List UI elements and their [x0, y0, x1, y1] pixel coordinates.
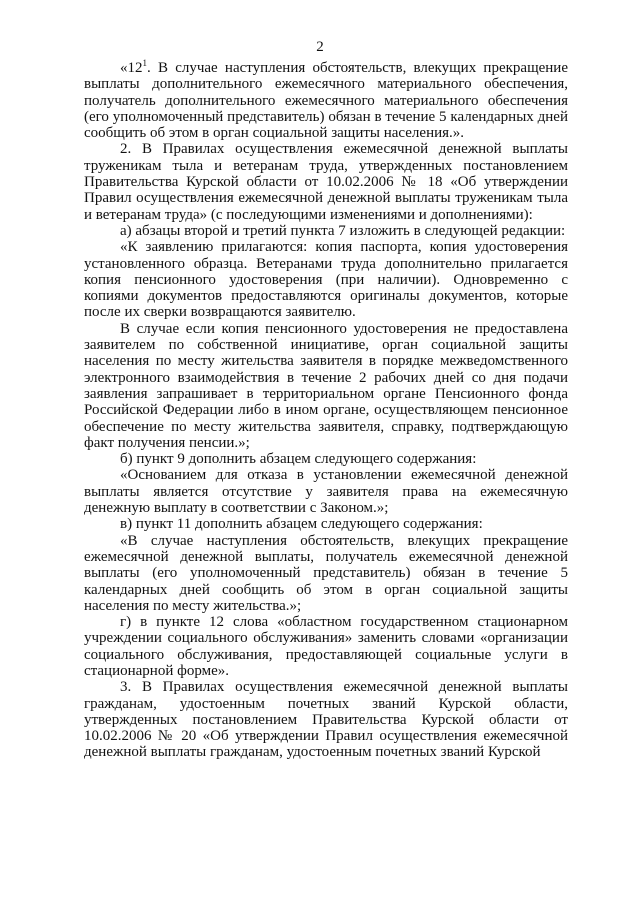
- paragraph-item-2a-quote-1: «К заявлению прилагаются: копия паспорта, копия удостоверения установленного образца. Ветеранами труда дополнительно прилагается копия пенсионного удостоверения (при наличии). Одновременно с копиями документов предоставляются оригиналы документов, которые после их сверки возвращаются заявителю.: [84, 239, 568, 321]
- paragraph-item-2g: г) в пункте 12 слова «областном государственном стационарном учреждении социального обслуживания» заменить словами «организации социального обслуживания, предоставляющей социальные услуги в стационарной форме».: [84, 614, 568, 679]
- superscript-index: 1: [142, 58, 147, 68]
- paragraph-item-2v-quote: «В случае наступления обстоятельств, влекущих прекращение ежемесячной денежной выплаты, получатель ежемесячной денежной выплаты (его уполномоченный представитель) обязан в течение 5 календарных дней сообщить об этом в орган социальной защиты населения по месту жительства.»;: [84, 532, 568, 614]
- paragraph-item-2v: в) пункт 11 дополнить абзацем следующего содержания:: [120, 516, 483, 533]
- paragraph-item-2: 2. В Правилах осуществления ежемесячной денежной выплаты труженикам тыла и ветеранам труда, утвержденных постановлением Правительства Курской области от 10.02.2006 № 18 «Об утверждении Правил осуществления ежемесячной денежной выплаты труженикам тыла и ветеранам труда» (с последующими изменениями и дополнениями):: [84, 141, 568, 223]
- paragraph-item-2a-quote-2: В случае если копия пенсионного удостоверения не предоставлена заявителем по собственной инициативе, орган социальной защиты населения по месту жительства заявителя в порядке межведомственного электронного взаимодействия в течение 2 рабочих дней со дня подачи заявления запрашивает в территориальном органе Пенсионного фонда Российской Федерации либо в ином органе, осуществляющем пенсионное обеспечение по месту жительства заявителя, справку, подтверждающую факт получения пенсии.»;: [84, 320, 568, 451]
- paragraph-item-2b: б) пункт 9 дополнить абзацем следующего содержания:: [120, 451, 477, 468]
- paragraph-12-1: «$12^1$. В случае наступления обстоятельств, влекущих прекращение выплаты дополнительного ежемесячного материального обеспечения, получатель дополнительного ежемесячного материального обеспечения (его уполномоченный представитель) обязан в течение 5 календарных дней сообщить об этом в орган социальной защиты населения.».: [84, 58, 568, 142]
- paragraph-item-2b-quote: «Основанием для отказа в установлении ежемесячной денежной выплаты является отсутствие у заявителя права на ежемесячную денежную выплату в соответствии с Законом.»;: [84, 467, 568, 517]
- paragraph-item-2a: а) абзацы второй и третий пункта 7 изложить в следующей редакции:: [120, 222, 566, 239]
- page-number: 2: [316, 39, 324, 55]
- document-body: [84, 60, 568, 761]
- paragraph-item-3: 3. В Правилах осуществления ежемесячной денежной выплаты гражданам, удостоенным почетных званий Курской области, утвержденных постановлением Правительства Курской области от 10.02.2006 № 20 «Об утверждении Правил осуществления ежемесячной денежной выплаты гражданам, удостоенным почетных званий Курской: [84, 679, 568, 761]
